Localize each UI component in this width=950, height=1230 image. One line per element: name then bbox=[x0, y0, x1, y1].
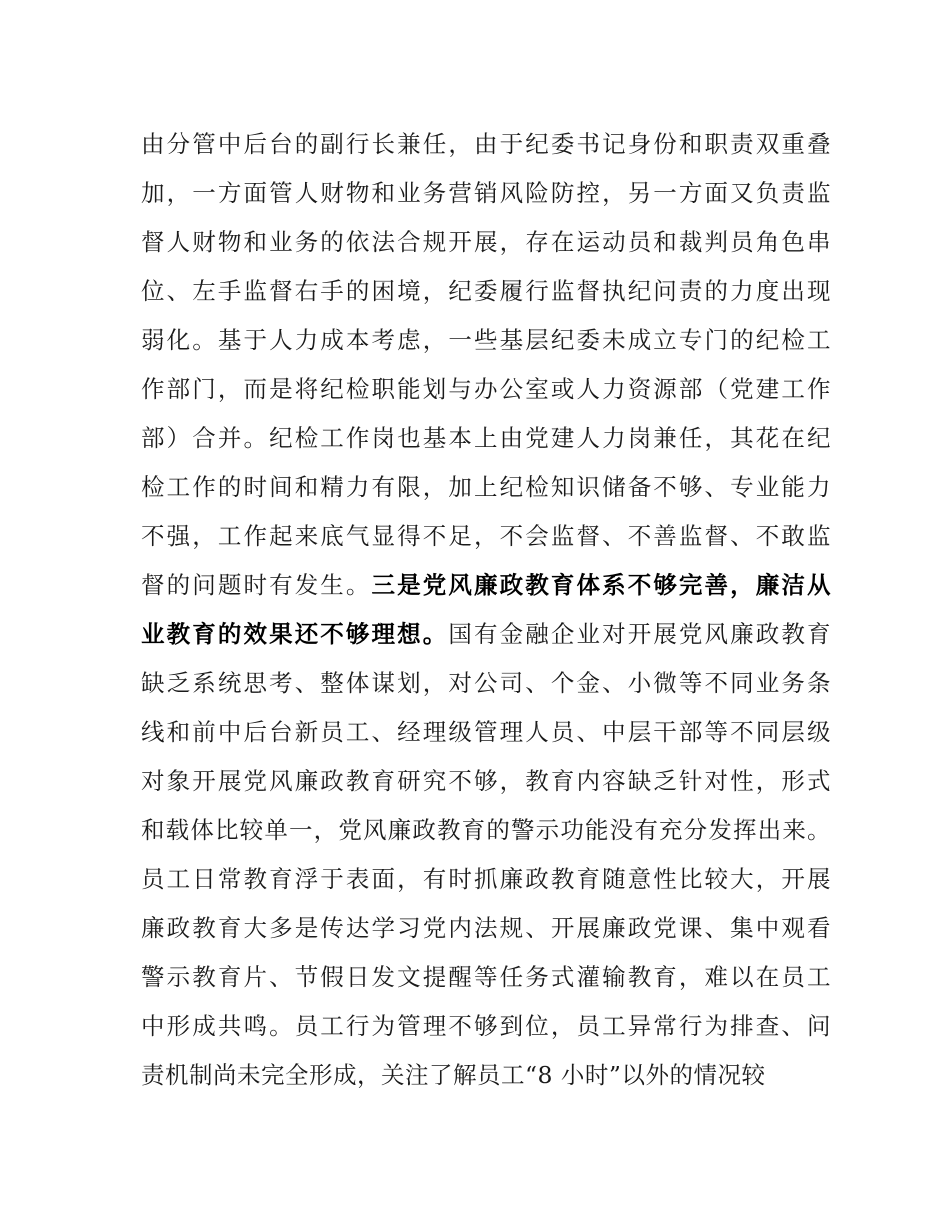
text-line-3: 督人财物和业务的依法合规开展，存在运动员和裁判员角色串 bbox=[141, 228, 831, 256]
text-line-1: 由分管中后台的副行长兼任，由于纪委书记身份和职责双重叠 bbox=[141, 130, 831, 158]
body-text bbox=[141, 124, 831, 1104]
text-line-8: 检工作的时间和精力有限，加上纪检知识储备不够、专业能力 bbox=[141, 473, 831, 501]
text-segment-regular: 国有金融企业对开展党风廉政教育 bbox=[448, 620, 832, 648]
text-line-2: 加，一方面管人财物和业务营销风险防控，另一方面又负责监 bbox=[141, 179, 831, 207]
bold-heading-part-1: 三是党风廉政教育体系不够完善，廉洁从 bbox=[371, 571, 832, 599]
text-line-18: 警示教育片、节假日发文提醒等任务式灌输教育，难以在员工 bbox=[141, 963, 831, 991]
text-line-13: 线和前中后台新员工、经理级管理人员、中层干部等不同层级 bbox=[141, 718, 831, 746]
bold-heading-part-2: 业教育的效果还不够理想。 bbox=[141, 620, 449, 648]
text-line-9: 不强，工作起来底气显得不足，不会监督、不善监督、不敢监 bbox=[141, 522, 831, 550]
text-line-16: 员工日常教育浮于表面，有时抓廉政教育随意性比较大，开展 bbox=[141, 865, 831, 893]
text-line-4: 位、左手监督右手的困境，纪委履行监督执纪问责的力度出现 bbox=[141, 277, 831, 305]
text-line-7: 部）合并。纪检工作岗也基本上由党建人力岗兼任，其花在纪 bbox=[141, 424, 831, 452]
text-line-10 bbox=[141, 565, 831, 605]
text-line-14: 对象开展党风廉政教育研究不够，教育内容缺乏针对性，形式 bbox=[141, 767, 831, 795]
text-line-11 bbox=[141, 614, 831, 654]
text-line-19: 中形成共鸣。员工行为管理不够到位，员工异常行为排查、问 bbox=[141, 1012, 831, 1040]
text-line-5: 弱化。基于人力成本考虑，一些基层纪委未成立专门的纪检工 bbox=[141, 326, 831, 354]
text-line-15: 和载体比较单一，党风廉政教育的警示功能没有充分发挥出来。 bbox=[141, 816, 831, 844]
text-segment-regular: 督的问题时有发生。 bbox=[141, 571, 372, 599]
text-line-12: 缺乏系统思考、整体谋划，对公司、个金、小微等不同业务条 bbox=[141, 669, 831, 697]
text-line-20: 责机制尚未完全形成，关注了解员工“8 小时”以外的情况较 bbox=[141, 1061, 766, 1089]
text-line-6: 作部门，而是将纪检职能划与办公室或人力资源部（党建工作 bbox=[141, 375, 831, 403]
text-line-17: 廉政教育大多是传达学习党内法规、开展廉政党课、集中观看 bbox=[141, 914, 831, 942]
